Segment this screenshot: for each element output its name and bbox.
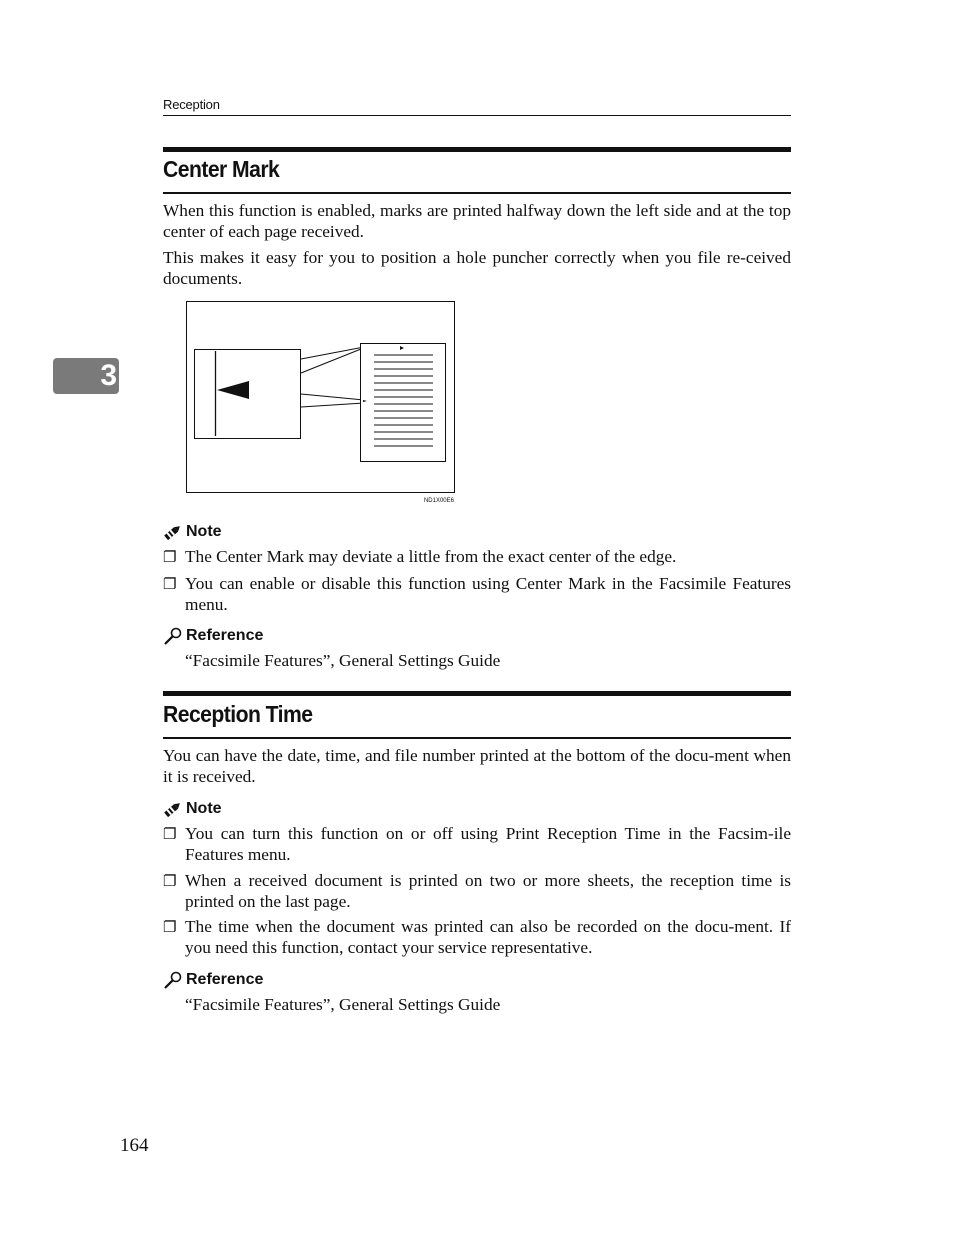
leader-line-left bbox=[301, 394, 364, 400]
figure-code: ND1X00E6 bbox=[423, 498, 454, 504]
checkbox-bullet-icon: ❐ bbox=[163, 918, 177, 936]
note-item-text: You can enable or disable this function using Center Mark in the Facsimile Features menu. bbox=[185, 574, 791, 614]
leader-line-left-2 bbox=[301, 403, 364, 407]
checkbox-bullet-icon: ❐ bbox=[163, 575, 177, 593]
reference-text: “Facsimile Features”, General Settings Guide bbox=[185, 995, 501, 1014]
reference-heading bbox=[163, 971, 263, 989]
section-rule-bottom bbox=[163, 737, 791, 739]
section-title-center-mark: Center Mark bbox=[163, 156, 280, 182]
reference-text: “Facsimile Features”, General Settings Guide bbox=[185, 651, 501, 670]
note-item bbox=[163, 871, 791, 912]
checkbox-bullet-icon: ❐ bbox=[163, 872, 177, 890]
pencil-icon bbox=[163, 800, 183, 818]
pencil-icon bbox=[163, 523, 183, 541]
note-label: Note bbox=[186, 523, 222, 540]
section-rule-top bbox=[163, 691, 791, 696]
note-label: Note bbox=[186, 800, 222, 817]
note-heading bbox=[163, 800, 222, 818]
note-item bbox=[163, 574, 791, 615]
leader-line-top-2 bbox=[301, 349, 361, 373]
paragraph: This makes it easy for you to position a hole puncher correctly when you file re-ceived documents. bbox=[163, 248, 791, 288]
note-heading bbox=[163, 523, 222, 541]
checkbox-bullet-icon: ❐ bbox=[163, 548, 177, 566]
received-page bbox=[361, 344, 446, 462]
reference-label: Reference bbox=[186, 971, 264, 988]
note-item-text: The time when the document was printed can also be recorded on the docu-ment. If you need this function, contact your service representative. bbox=[185, 917, 791, 957]
section-rule-top bbox=[163, 147, 791, 152]
magnifier-icon bbox=[163, 971, 183, 989]
section-title-reception-time: Reception Time bbox=[163, 701, 313, 727]
magnifier-icon bbox=[163, 627, 183, 645]
center-mark-illustration bbox=[186, 301, 456, 512]
note-item-text: The Center Mark may deviate a little from the exact center of the edge. bbox=[185, 547, 677, 566]
chapter-tab: 3 bbox=[53, 358, 119, 394]
note-item bbox=[163, 824, 791, 865]
note-item-text: When a received document is printed on two or more sheets, the reception time is printed on the last page. bbox=[185, 871, 791, 911]
note-item bbox=[163, 917, 791, 958]
center-mark-diagram bbox=[186, 301, 456, 507]
page-number: 164 bbox=[120, 1135, 149, 1156]
note-item-text: You can turn this function on or off using Print Reception Time in the Facsim-ile Features menu. bbox=[185, 824, 791, 864]
running-header: Reception bbox=[163, 97, 220, 112]
reference-label: Reference bbox=[186, 627, 264, 644]
checkbox-bullet-icon: ❐ bbox=[163, 825, 177, 843]
header-rule bbox=[163, 115, 791, 116]
section-rule-bottom bbox=[163, 192, 791, 194]
paragraph: You can have the date, time, and file number printed at the bottom of the docu-ment when it is received. bbox=[163, 746, 791, 786]
note-item bbox=[163, 547, 791, 568]
reference-heading bbox=[163, 627, 263, 645]
paragraph: When this function is enabled, marks are printed halfway down the left side and at the top center of each page received. bbox=[163, 201, 791, 241]
